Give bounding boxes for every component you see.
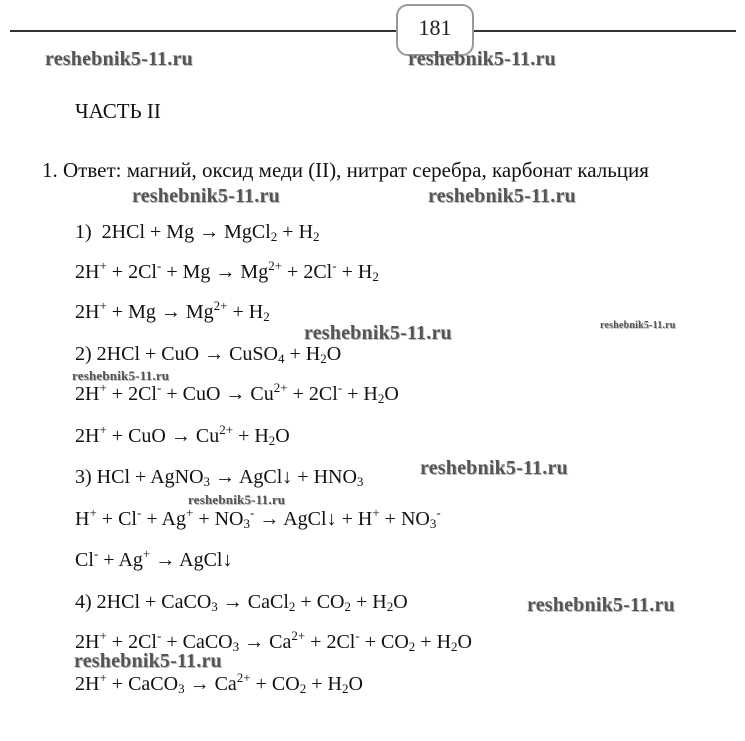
equation-2: 2) 2HCl + CuO → CuSO$_4$ + $H_2O$ — [75, 343, 342, 366]
ionic-equation-2-full: 2H+ + 2Cl- + CuO → $Cu^{2+} + 2Cl^- + H_2O$ — [75, 380, 399, 406]
ionic-equation-1-short: $2H^+ + Mg \to Mg^{2+} + H_2$ — [75, 298, 270, 324]
ionic-equation-4-full: 2H+ + 2Cl- + CaCO$_3$ → $Ca^{2+} + 2Cl^- + CO_2 + H_2O$ — [75, 628, 472, 654]
header-rule-left — [10, 30, 396, 32]
watermark: reshebnik5-11.ru — [188, 492, 286, 507]
equation-4: 4) 2HCl + CaCO$_3$ → CaCl$_2$ + $CO_2 + H_2O$ — [75, 591, 408, 614]
ionic-equation-2-short: 2H+ + CuO → $Cu^{2+} + H_2O$ — [75, 422, 290, 448]
equation-3: 3) HCl + AgNO$_3$ → AgCl↓ + $HNO_3$ — [75, 466, 364, 489]
ionic-equation-4-short: 2H+ + CaCO$_3$ → $Ca^{2+} + CO_2 + H_2O$ — [75, 670, 363, 696]
watermark: reshebnik5-11.ru — [132, 185, 280, 207]
equation-1: 1) 2HCl + Mg → MgCl$_2$ + $H_2$ — [75, 221, 320, 244]
header-rule-right — [474, 30, 736, 32]
watermark: reshebnik5-11.ru — [527, 594, 675, 616]
section-title: ЧАСТЬ II — [75, 99, 161, 123]
watermark: reshebnik5-11.ru — [74, 650, 222, 672]
watermark: reshebnik5-11.ru — [420, 457, 568, 479]
ionic-equation-1-full: $2H^+ + 2Cl^- + Mg \to Mg^{2+} + 2Cl^- + H_2$ — [75, 258, 379, 284]
watermark: reshebnik5-11.ru — [72, 368, 170, 383]
watermark: reshebnik5-11.ru — [45, 48, 193, 70]
answer-line: 1. Ответ: магний, оксид меди (II), нитрат серебра, карбонат кальция — [42, 158, 649, 182]
watermark: reshebnik5-11.ru — [408, 48, 556, 70]
ionic-equation-3-short: Cl- + Ag+ → AgCl↓ — [75, 546, 233, 571]
watermark: reshebnik5-11.ru — [600, 320, 676, 331]
watermark: reshebnik5-11.ru — [428, 185, 576, 207]
watermark: reshebnik5-11.ru — [304, 322, 452, 344]
page-number: 181 — [418, 15, 452, 40]
ionic-equation-3-full: $H^+ + Cl^- + Ag^+ + NO_3^-$ → AgCl↓ + $H^+ + NO_3^-$ — [75, 505, 441, 531]
